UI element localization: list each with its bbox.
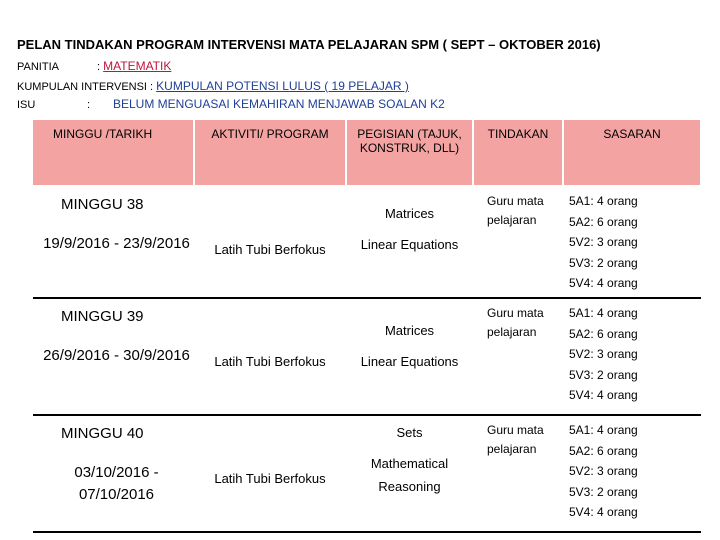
sasaran-item: 5A2: 6 orang [569, 326, 638, 341]
topic-secondary: Mathematical Reasoning [370, 456, 449, 494]
table-header-row [33, 120, 701, 186]
tindakan-label: Guru mata pelajaran [487, 306, 544, 339]
activity-cell [194, 298, 346, 415]
isu-colon: : [87, 99, 91, 111]
tindakan-label: Guru mata pelajaran [487, 423, 544, 456]
panitia-line [17, 59, 171, 73]
sasaran-item: 5A2: 6 orang [569, 214, 638, 229]
activity-cell [194, 186, 346, 298]
sasaran-item: 5V2: 3 orang [569, 347, 638, 361]
table-row [33, 186, 701, 298]
kumpulan-value: KUMPULAN POTENSI LULUS ( 19 PELAJAR ) [156, 79, 409, 93]
intervention-table [33, 120, 702, 533]
column-header-sasaran: SASARAN [563, 120, 701, 186]
sasaran-list [563, 299, 701, 406]
sasaran-item: 5A1: 4 orang [569, 194, 638, 208]
activity-label: Latih Tubi Berfokus [214, 354, 326, 369]
topic-primary: Matrices [384, 323, 435, 338]
column-header-minggu: MINGGU /TARIKH [33, 120, 194, 186]
week-label: MINGGU 39 [61, 308, 144, 325]
tindakan-cell [473, 298, 563, 415]
table-row [33, 415, 701, 532]
isu-label: ISU [17, 99, 36, 111]
sasaran-item: 5V3: 2 orang [569, 484, 638, 499]
column-header-tindakan: TINDAKAN [473, 120, 563, 186]
activity-label: Latih Tubi Berfokus [214, 471, 326, 486]
sasaran-item: 5V3: 2 orang [569, 255, 638, 270]
panitia-label: PANITIA [17, 61, 59, 73]
sasaran-item: 5V2: 3 orang [569, 464, 638, 478]
week-label: MINGGU 38 [61, 196, 144, 213]
tindakan-cell [473, 415, 563, 532]
week-label: MINGGU 40 [61, 425, 144, 442]
table-row [33, 298, 701, 415]
date-range: 19/9/2016 - 23/9/2016 [43, 235, 190, 252]
topic-cell [346, 415, 473, 532]
topic-primary: Matrices [384, 206, 435, 221]
sasaran-item: 5A1: 4 orang [569, 306, 638, 320]
topic-secondary: Linear Equations [360, 237, 459, 252]
tindakan-label: Guru mata pelajaran [487, 194, 544, 227]
activity-cell [194, 415, 346, 532]
isu-value: BELUM MENGUASAI KEMAHIRAN MENJAWAB SOALAN K2 [113, 97, 445, 111]
sasaran-list [563, 416, 701, 523]
sasaran-cell [563, 298, 701, 415]
sasaran-item: 5V4: 4 orang [569, 505, 638, 519]
isu-line [17, 97, 445, 111]
date-range: 26/9/2016 - 30/9/2016 [43, 347, 190, 364]
panitia-colon: : [97, 61, 101, 73]
sasaran-item: 5V2: 3 orang [569, 235, 638, 249]
sasaran-item: 5V3: 2 orang [569, 367, 638, 382]
sasaran-list [563, 187, 701, 294]
topic-secondary: Linear Equations [360, 354, 459, 369]
sasaran-item: 5V4: 4 orang [569, 388, 638, 402]
column-header-aktiviti: AKTIVITI/ PROGRAM [194, 120, 346, 186]
panitia-value: MATEMATIK [103, 59, 172, 73]
column-header-pegisian: PEGISIAN (TAJUK, KONSTRUK, DLL) [346, 120, 473, 186]
page-title: PELAN TINDAKAN PROGRAM INTERVENSI MATA PELAJARAN SPM ( SEPT – OKTOBER 2016) [17, 37, 601, 52]
sasaran-item: 5V4: 4 orang [569, 276, 638, 290]
kumpulan-line [17, 79, 409, 93]
week-cell [33, 186, 194, 298]
date-range: 03/10/2016 - 07/10/2016 [74, 464, 159, 503]
week-cell [33, 415, 194, 532]
topic-cell [346, 298, 473, 415]
topic-cell [346, 186, 473, 298]
sasaran-item: 5A2: 6 orang [569, 443, 638, 458]
activity-label: Latih Tubi Berfokus [214, 242, 326, 257]
kumpulan-label: KUMPULAN INTERVENSI : [17, 81, 154, 93]
sasaran-cell [563, 415, 701, 532]
sasaran-cell [563, 186, 701, 298]
sasaran-item: 5A1: 4 orang [569, 423, 638, 437]
tindakan-cell [473, 186, 563, 298]
topic-primary: Sets [396, 425, 423, 440]
week-cell [33, 298, 194, 415]
